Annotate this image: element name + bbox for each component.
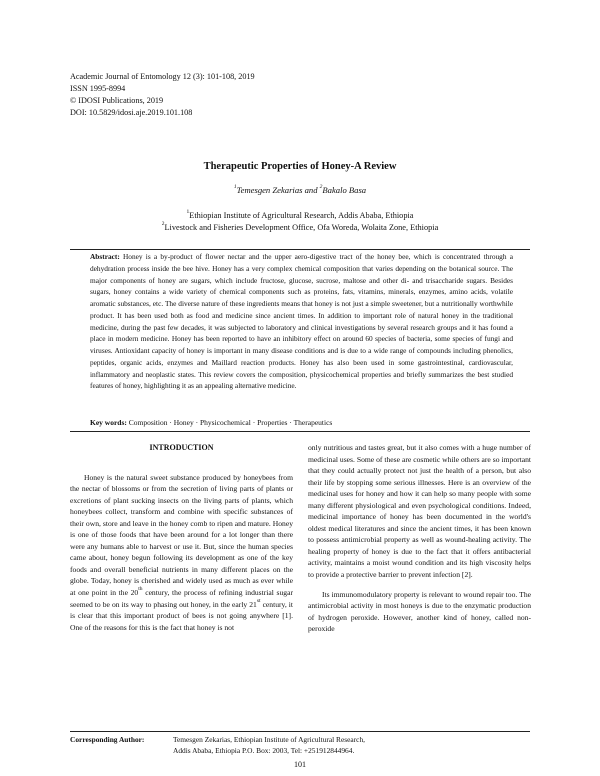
keywords-label: Key words: — [90, 418, 127, 427]
intro-paragraph-1 — [70, 472, 293, 634]
abstract-top-rule — [70, 249, 530, 250]
abstract-label: Abstract: — [90, 252, 120, 261]
footnote-rule — [70, 731, 530, 732]
intro-paragraph-1-part-b: century, the process of refining industrial sugar seemed to be on its way to phasing out honey, in the early 21 — [70, 588, 293, 609]
affiliation-2-text: Livestock and Fisheries Development Office, Ofa Woreda, Wolaita Zone, Ethiopia — [164, 222, 439, 232]
corresponding-author-line-2: Addis Ababa, Ethiopia P.O. Box: 2003, Tel: +251912844964. — [173, 745, 355, 755]
issn: ISSN 1995-8994 — [70, 84, 126, 93]
author-list — [0, 185, 600, 195]
right-column — [308, 442, 531, 635]
keywords-bottom-rule — [70, 431, 530, 432]
corresponding-author-details — [173, 735, 533, 756]
corresponding-author-label: Corresponding Author: — [70, 735, 145, 744]
abstract — [90, 251, 513, 392]
journal-metadata — [70, 71, 255, 119]
keywords — [90, 418, 513, 427]
affiliation-1-text: Ethiopian Institute of Agricultural Research, Addis Ababa, Ethiopia — [189, 211, 414, 220]
section-heading-introduction: INTRODUCTION — [149, 443, 214, 452]
affiliation-2 — [0, 222, 600, 234]
superscript-th: th — [138, 586, 143, 593]
intro-paragraph-2: Its immunomodulatory property is relevant to wound repair too. The antimicrobial activity in most honeys is due to the enzymatic production of hydrogen peroxide. However, another kind of honey, called non-peroxide — [308, 589, 531, 634]
corresponding-author-line-1: Temesgen Zekarias, Ethiopian Institute of Agricultural Research, — [173, 735, 365, 744]
doi: DOI: 10.5829/idosi.aje.2019.101.108 — [70, 108, 193, 117]
keywords-text: Composition · Honey · Physicochemical · Properties · Therapeutics — [126, 418, 333, 427]
page-number: 101 — [294, 760, 306, 769]
author-2: Bakalo Basa — [322, 185, 367, 195]
affiliations — [0, 210, 600, 233]
copyright: © IDOSI Publications, 2019 — [70, 96, 164, 105]
paper-title: Therapeutic Properties of Honey-A Review — [203, 161, 397, 172]
intro-paragraph-1-part-a: Honey is the natural sweet substance produced by honeybees from the nectar of blossoms or from the secretion of living parts of plants or excretions of plant sucking insects on the living parts of plants, which honeybees collect, transform and combine with specific substances of their own, store and leave in the honey comb to ripen and mature. Honey is one of those foods that have been around for a lot longer than there were any humans able to harvest or use it. But, since the human species came about, honey begun following its development as one of the key foods and overall beneficial nutrients in many different places on the globe. Today, honey is cherished and widely used as much as ever while at one point in the 20 — [70, 472, 293, 598]
affiliation-1 — [0, 210, 600, 222]
author-2-superscript: 2 — [319, 184, 323, 191]
affiliation-1-superscript: 1 — [186, 209, 190, 216]
abstract-text: Honey is a by-product of flower nectar and the upper aero-digestive tract of the honey bee, which is concentrated through a dehydration process inside the bee hive. Honey has a very complex chemical composition that varies depending on the botanical source. The major components of honey are sugars, which include fructose, glucose, sucrose, maltose and other di- and trisaccharide sugars. Besides sugars, honey contains a wide variety of chemical components such as proteins, fats, vitamins, minerals, enzymes, amino acids, volatile aromatic substances, etc. The diverse nature of these ingredients means that honey is not just a simple sweetener, but a nutritionally worthwhile product. It has been used both as food and medicine since ancient times. In addition to important role of natural honey in the traditional medicine, during the past few decades, it was subjected to laboratory and clinical investigations by several research groups and it has found a place in modern medicine. Honey has been reported to have an inhibitory effect on around 60 species of bacteria, some species of fungi and viruses. Antioxidant capacity of honey is important in many disease conditions and is due to a wide range of compounds including phenolics, peptides, organic acids, enzymes and Maillard reaction products. Honey has also been used in some gastrointestinal, cardiovascular, inflammatory and neoplastic states. This review covers the composition, physicochemical properties and briefly summarizes the best studied features of honey, highlighting it as an appealing alternative medicine. — [90, 252, 513, 391]
journal-citation: Academic Journal of Entomology 12 (3): 101-108, 2019 — [70, 72, 255, 81]
author-1: Temesgen Zekarias and — [236, 185, 320, 195]
affiliation-2-superscript: 2 — [161, 220, 165, 227]
author-1-superscript: 1 — [233, 184, 237, 191]
intro-paragraph-1-part-c: century, it is clear that this important product of bees is not going anywhere [1]. One of the reasons for this is the fact that honey is not — [70, 599, 293, 632]
left-column — [70, 442, 293, 633]
intro-paragraph-1-continued: only nutritious and tastes great, but it also comes with a huge number of medicinal uses. Some of these are cosmetic while others are so important that they could actually protect not just the health of a person, but also their life by stopping some serious illnesses. Here is an overview of the medicinal uses for honey and how it can help so many people with some many different physiological and even psychological conditions. Indeed, medicinal importance of honey has been documented in the world's oldest medical literatures and since the ancient times, it has been known to possess antimicrobial property as well as wound-healing activity. The healing property of honey is due to the fact that it offers antibacterial activity, maintains a moist wound condition and its high viscosity helps to provide a protective barrier to prevent infection [2]. — [308, 443, 531, 580]
superscript-st: st — [256, 598, 261, 605]
